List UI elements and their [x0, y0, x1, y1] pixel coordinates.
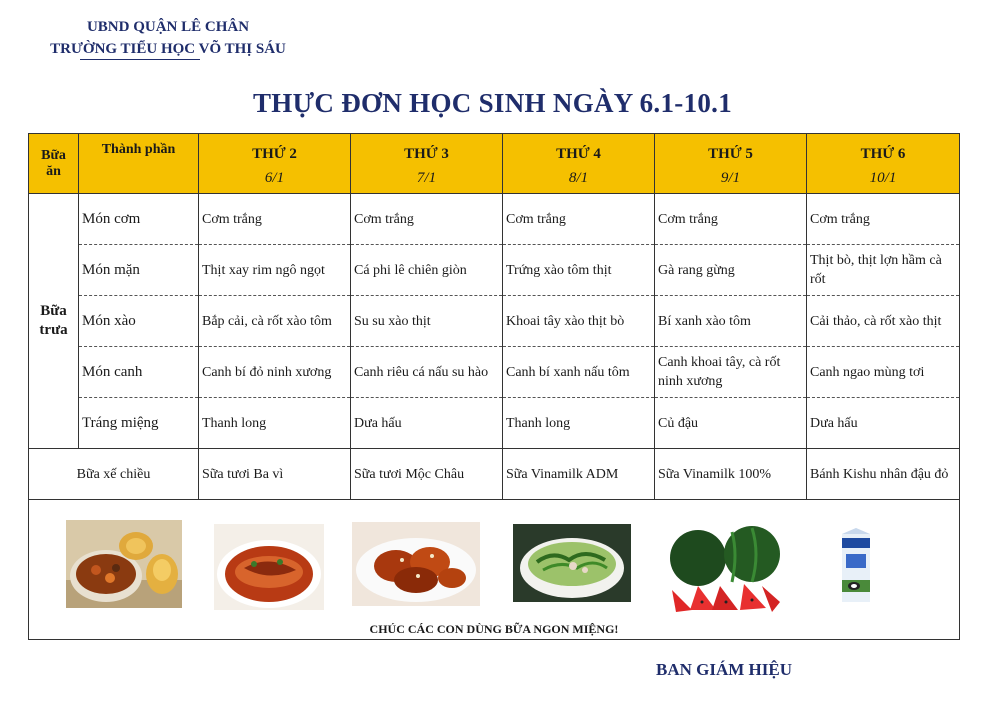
menu-cell: Củ đậu: [655, 398, 807, 449]
table-row: [29, 398, 960, 449]
day-header: THỨ 5: [655, 134, 807, 164]
watermelon-photo: [668, 524, 782, 612]
date-header: 8/1: [503, 163, 655, 194]
menu-table: [28, 133, 960, 500]
menu-cell: Su su xào thịt: [351, 296, 503, 347]
vegetable-soup-photo: [513, 524, 631, 602]
menu-cell: Sữa tươi Ba vì: [199, 449, 351, 500]
menu-cell: Bánh Kishu nhân đậu đỏ: [807, 449, 960, 500]
menu-cell: Khoai tây xào thịt bò: [503, 296, 655, 347]
menu-cell: Bí xanh xào tôm: [655, 296, 807, 347]
braised-fish-photo: [214, 524, 324, 610]
stew-with-bread-photo: [66, 520, 182, 608]
menu-cell: Cơm trắng: [655, 194, 807, 245]
category-label: Món xào: [79, 296, 199, 347]
menu-cell: Cơm trắng: [807, 194, 960, 245]
table-row: [29, 194, 960, 245]
menu-cell: Canh ngao mùng tơi: [807, 347, 960, 398]
menu-cell: Dưa hấu: [807, 398, 960, 449]
milk-carton-photo: [836, 528, 876, 606]
snack-row: [29, 449, 960, 500]
district-name: UBND QUẬN LÊ CHÂN: [86, 19, 250, 35]
menu-cell: Cơm trắng: [351, 194, 503, 245]
menu-cell: Gà rang gừng: [655, 245, 807, 296]
menu-cell: Canh bí xanh nấu tôm: [503, 347, 655, 398]
menu-cell: Cơm trắng: [199, 194, 351, 245]
day-header: THỨ 2: [199, 134, 351, 164]
table-row: [29, 347, 960, 398]
date-header: 10/1: [807, 163, 960, 194]
menu-cell: Trứng xào tôm thịt: [503, 245, 655, 296]
closing-message: CHÚC CÁC CON DÙNG BỮA NGON MIỆNG!: [369, 622, 619, 636]
menu-cell: Canh bí đỏ ninh xương: [199, 347, 351, 398]
school-name-underline: [80, 59, 200, 60]
menu-cell: Canh khoai tây, cà rốt ninh xương: [655, 347, 807, 398]
menu-cell: Bắp cải, cà rốt xào tôm: [199, 296, 351, 347]
lunch-label: Bữa trưa: [29, 194, 79, 449]
day-header: THỨ 3: [351, 134, 503, 164]
menu-cell: Sữa tươi Mộc Châu: [351, 449, 503, 500]
glazed-meat-photo: [352, 522, 480, 606]
header-row: [29, 134, 960, 164]
menu-cell: Thanh long: [503, 398, 655, 449]
menu-cell: Dưa hấu: [351, 398, 503, 449]
component-header: Thành phần: [79, 134, 199, 194]
menu-cell: Sữa Vinamilk ADM: [503, 449, 655, 500]
school-name: TRƯỜNG TIỂU HỌC VÕ THỊ SÁU: [18, 38, 318, 60]
organization-header: [18, 16, 318, 60]
menu-cell: Canh riêu cá nấu su hào: [351, 347, 503, 398]
menu-cell: Cá phi lê chiên giòn: [351, 245, 503, 296]
page-title: THỰC ĐƠN HỌC SINH NGÀY 6.1-10.1: [252, 88, 733, 118]
date-header: 7/1: [351, 163, 503, 194]
table-row: [29, 245, 960, 296]
menu-cell: Cải thảo, cà rốt xào thịt: [807, 296, 960, 347]
meal-header: Bữa ăn: [29, 134, 79, 194]
category-label: Món mặn: [79, 245, 199, 296]
date-header: 9/1: [655, 163, 807, 194]
menu-cell: Thịt bò, thịt lợn hầm cà rốt: [807, 245, 960, 296]
menu-cell: Thanh long: [199, 398, 351, 449]
menu-cell: Thịt xay rim ngô ngọt: [199, 245, 351, 296]
category-label: Tráng miệng: [79, 398, 199, 449]
category-label: Món canh: [79, 347, 199, 398]
menu-cell: Sữa Vinamilk 100%: [655, 449, 807, 500]
table-row: [29, 296, 960, 347]
day-header: THỨ 6: [807, 134, 960, 164]
day-header: THỨ 4: [503, 134, 655, 164]
signature: BAN GIÁM HIỆU: [656, 660, 793, 679]
menu-cell: Cơm trắng: [503, 194, 655, 245]
category-label: Món cơm: [79, 194, 199, 245]
date-header: 6/1: [199, 163, 351, 194]
snack-label: Bữa xế chiều: [29, 449, 199, 500]
